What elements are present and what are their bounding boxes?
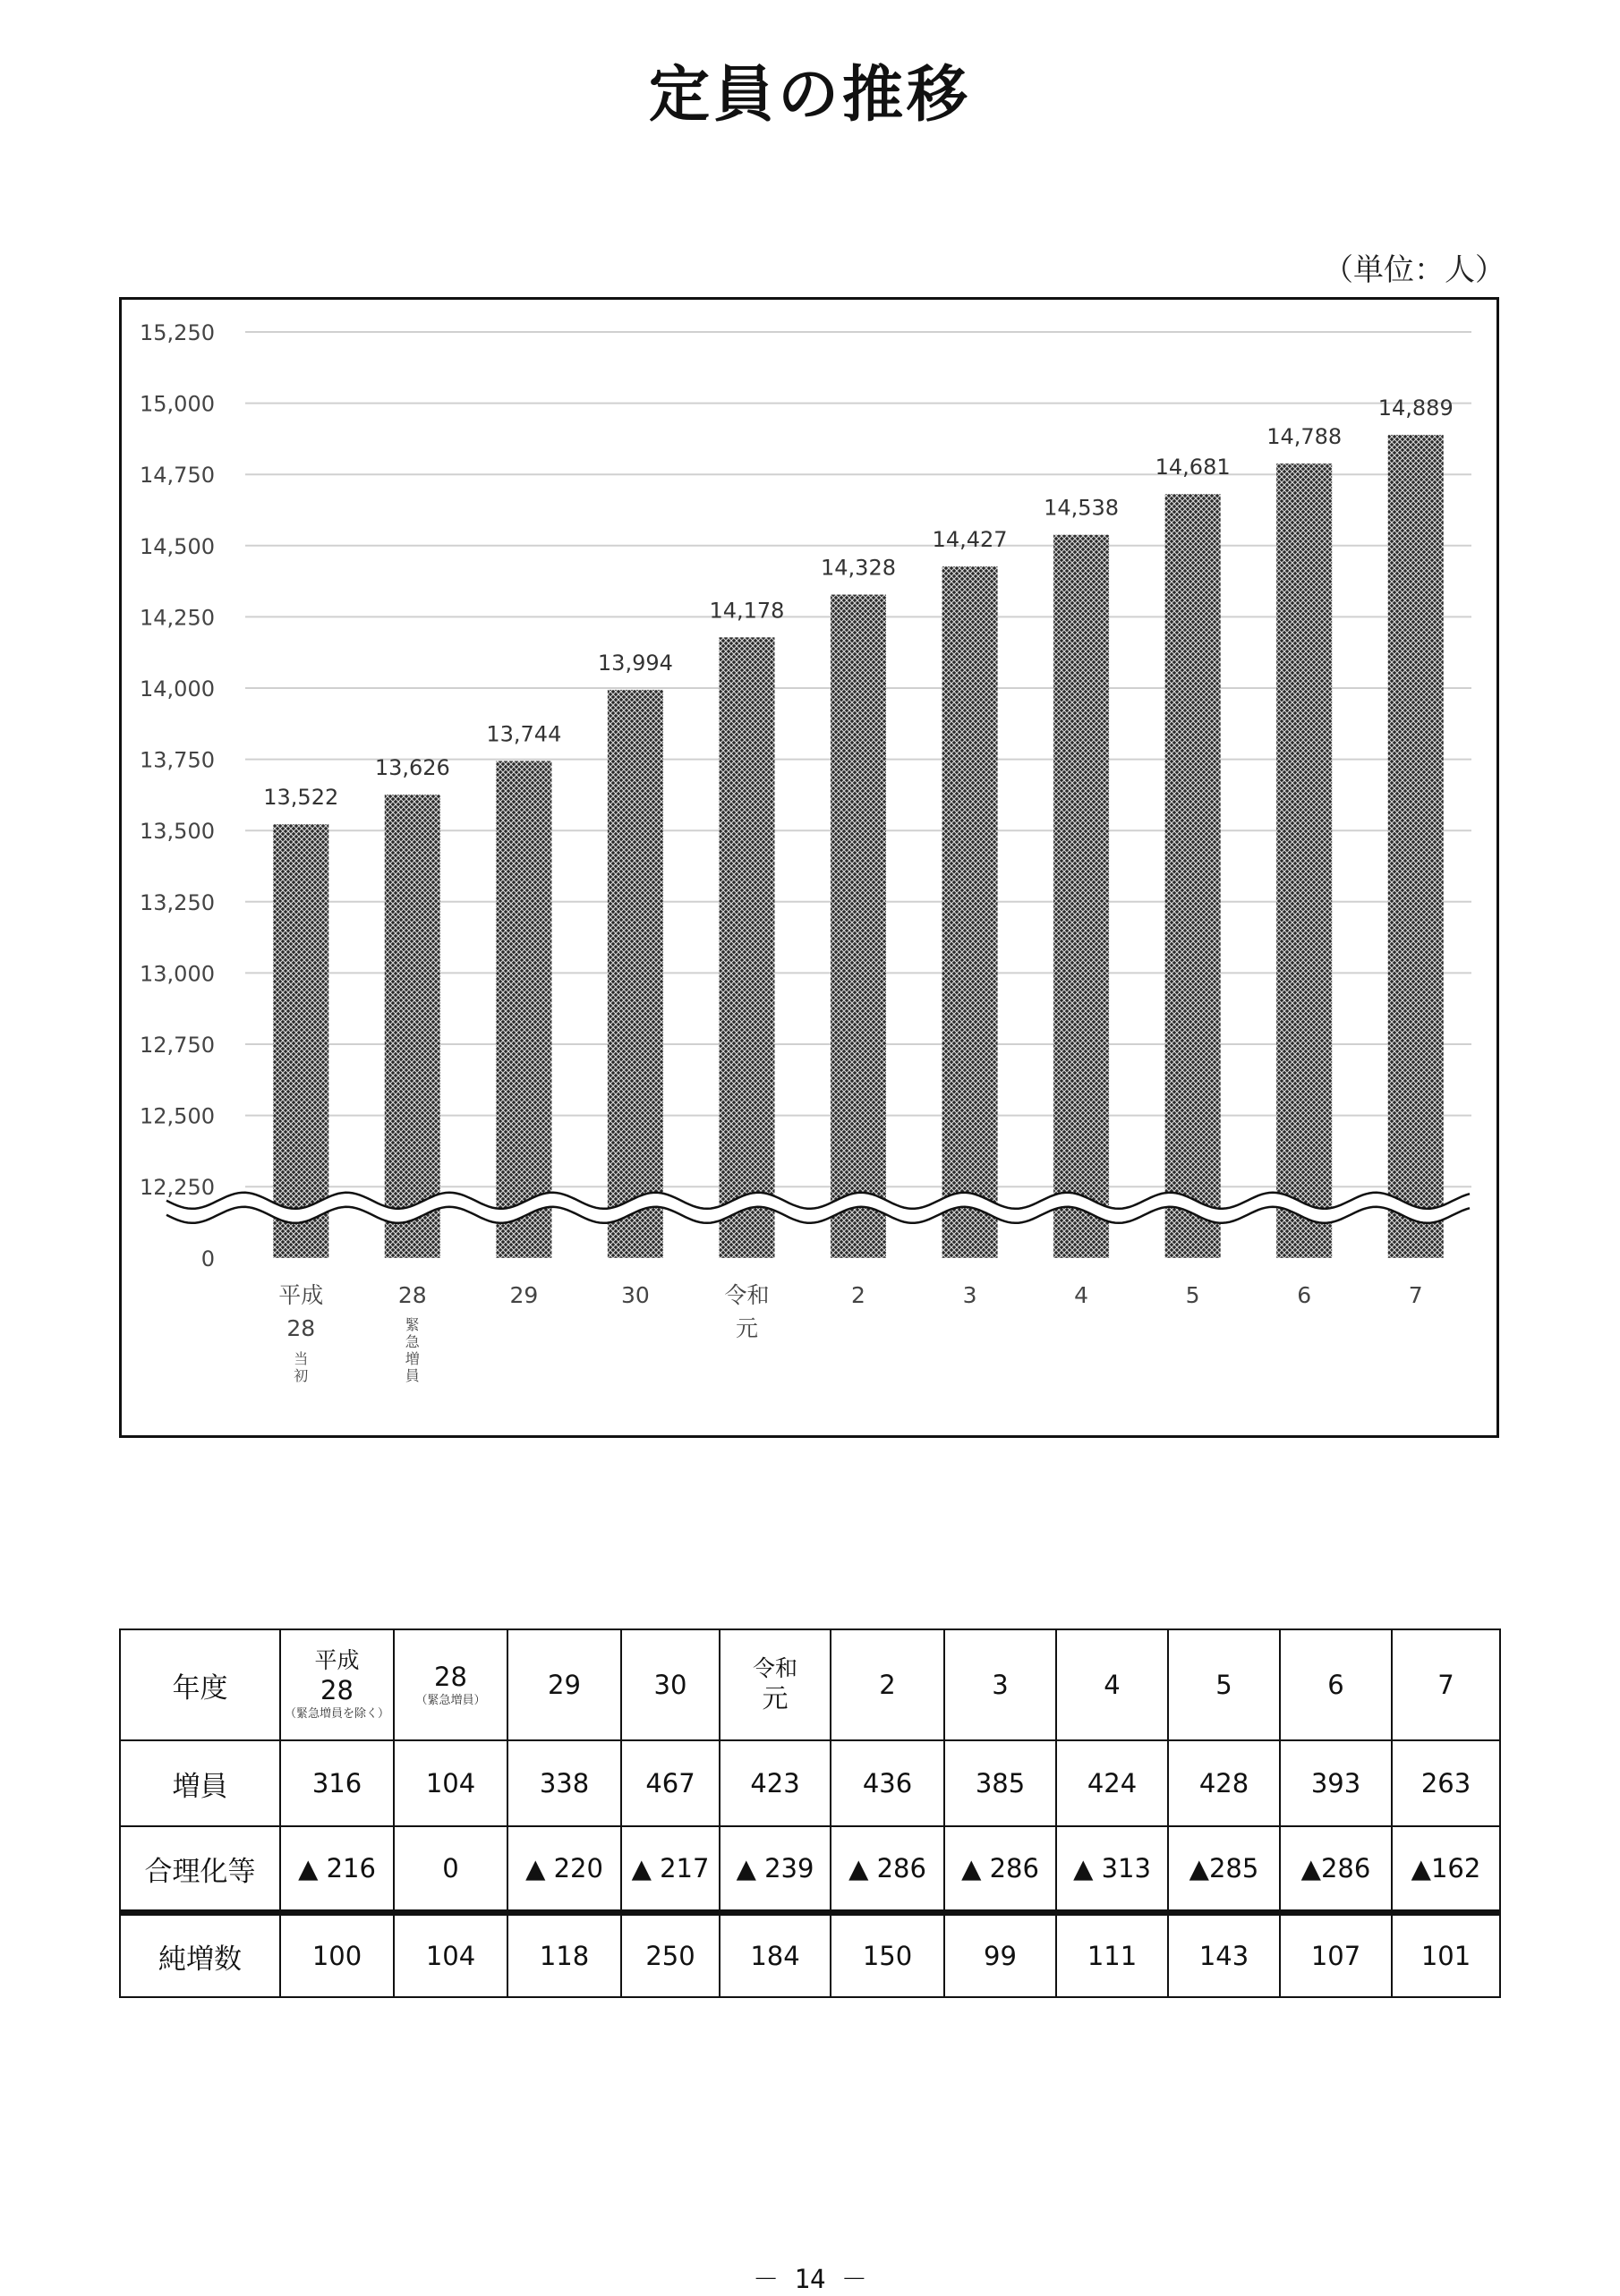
x-tick-note: 増 [405,1349,420,1367]
x-tick-label: 7 [1408,1281,1423,1308]
x-tick-note: 緊 [405,1315,420,1333]
bar [942,566,998,1258]
x-tick-label: 2 [851,1281,865,1308]
header-cell [944,1629,1056,1740]
table-cell: 393 [1280,1740,1392,1826]
page-title: 定員の推移 [648,60,971,131]
header-cell [1280,1629,1392,1740]
table-cell: 150 [831,1913,944,1998]
y-tick-label: 15,250 [140,320,215,345]
header-year: 30 [653,1670,687,1700]
header-cell [394,1629,507,1740]
data-label: 14,178 [709,598,785,624]
bar [1053,535,1109,1258]
table-row [120,1826,1500,1913]
table-row [120,1740,1500,1826]
table-cell: 250 [621,1913,720,1998]
header-note: （緊急増員を除く） [284,1707,389,1721]
x-tick-label: 6 [1297,1281,1312,1308]
x-tick-label: 平成 [278,1281,324,1308]
header-cell [1392,1629,1500,1740]
table-cell: 101 [1392,1913,1500,1998]
table-cell: 467 [621,1740,720,1826]
table-cell: 436 [831,1740,944,1826]
bar [1388,435,1444,1258]
header-cell [720,1629,831,1740]
x-tick-label: 28 [286,1314,316,1341]
table-cell: 423 [720,1740,831,1826]
table-cell: ▲ 286 [831,1826,944,1913]
x-tick-note: 当 [294,1349,309,1367]
data-label: 13,626 [374,755,450,781]
header-cell [831,1629,944,1740]
header-cell [1168,1629,1280,1740]
bar [831,595,886,1258]
header-year: 5 [1215,1670,1232,1700]
x-tick-label: 3 [962,1281,977,1308]
header-era: 平成 [314,1647,360,1673]
table-cell: ▲ 239 [720,1826,831,1913]
table-cell: 100 [280,1913,394,1998]
table-cell: 424 [1056,1740,1168,1826]
header-cell [1056,1629,1168,1740]
header-cell [621,1629,720,1740]
table-cell: 143 [1168,1913,1280,1998]
data-label: 14,538 [1044,495,1120,521]
table-cell: ▲286 [1280,1826,1392,1913]
y-tick-label: 13,000 [140,961,215,987]
table-cell: 111 [1056,1913,1168,1998]
data-label: 14,788 [1266,424,1343,450]
header-year: 7 [1437,1670,1454,1700]
x-tick-note: 初 [294,1366,309,1384]
y-tick-label: 14,750 [140,463,215,489]
header-year: 元 [762,1683,789,1713]
header-cell [280,1629,394,1740]
header-note: （緊急増員） [415,1694,486,1707]
data-label: 14,427 [932,527,1008,553]
header-year: 28 [320,1675,354,1705]
table-cell: 316 [280,1740,394,1826]
y-tick-label: 14,500 [140,533,215,559]
data-label: 13,994 [597,650,673,676]
y-tick-label: 13,250 [140,889,215,915]
x-tick-label: 29 [509,1281,539,1308]
bar [385,795,440,1258]
x-tick-label: 28 [397,1281,427,1308]
table-cell: 0 [394,1826,507,1913]
bar [273,824,328,1258]
bar [719,637,774,1257]
header-year: 4 [1104,1670,1121,1700]
header-cell [507,1629,621,1740]
header-year: 3 [992,1670,1009,1700]
y-tick-label: 15,000 [140,391,215,417]
data-label: 14,889 [1377,395,1454,421]
header-year: 2 [879,1670,896,1700]
x-tick-label: 令和 [724,1281,770,1308]
table-cell: ▲ 216 [280,1826,394,1913]
x-tick-note: 急 [405,1332,420,1350]
unit-label: （単位：人） [1323,252,1505,288]
table-cell: 263 [1392,1740,1500,1826]
x-tick-label: 30 [621,1281,650,1308]
y-tick-label: 13,750 [140,747,215,773]
table-cell: 338 [507,1740,621,1826]
table-cell: 104 [394,1913,507,1998]
table-cell: 184 [720,1913,831,1998]
x-tick-label: 元 [735,1314,758,1341]
bar [1276,463,1332,1258]
table-cell: ▲ 313 [1056,1826,1168,1913]
table-cell: ▲ 220 [507,1826,621,1913]
bar-chart [122,300,1502,1441]
y-tick-label: 0 [200,1246,215,1271]
table-cell: ▲285 [1168,1826,1280,1913]
page-number: － 14 － [753,2264,867,2294]
y-tick-label: 13,500 [140,819,215,845]
header-year: 28 [434,1662,467,1692]
row-label: 合理化等 [120,1826,280,1913]
bar [608,690,663,1258]
chart-frame [119,297,1499,1438]
row-label: 増員 [120,1740,280,1826]
table-header-row [120,1629,1500,1740]
table-cell: 99 [944,1913,1056,1998]
bar [496,761,551,1258]
y-tick-label: 12,750 [140,1033,215,1058]
row-label: 純増数 [120,1913,280,1998]
x-tick-label: 4 [1074,1281,1089,1308]
table-cell: 428 [1168,1740,1280,1826]
data-label: 14,681 [1155,455,1231,480]
header-year: 29 [548,1670,581,1700]
x-tick-note: 員 [405,1366,420,1384]
y-tick-label: 12,500 [140,1103,215,1129]
table-cell: 107 [1280,1913,1392,1998]
staffing-table [119,1628,1501,1998]
y-tick-label: 14,250 [140,605,215,631]
header-label: 年度 [120,1629,280,1740]
data-label: 13,744 [486,721,562,747]
data-label: 13,522 [263,785,339,811]
table-cell: ▲ 286 [944,1826,1056,1913]
y-tick-label: 14,000 [140,676,215,702]
table-cell: 385 [944,1740,1056,1826]
table-cell: 118 [507,1913,621,1998]
header-era: 令和 [752,1655,797,1681]
table-cell: ▲ 217 [621,1826,720,1913]
x-tick-label: 5 [1185,1281,1200,1308]
table-cell: ▲162 [1392,1826,1500,1913]
table-cell: 104 [394,1740,507,1826]
header-year: 6 [1327,1670,1344,1700]
table-row [120,1913,1500,1998]
data-label: 14,328 [821,555,896,581]
y-tick-label: 12,250 [140,1175,215,1201]
bar [1165,494,1221,1258]
